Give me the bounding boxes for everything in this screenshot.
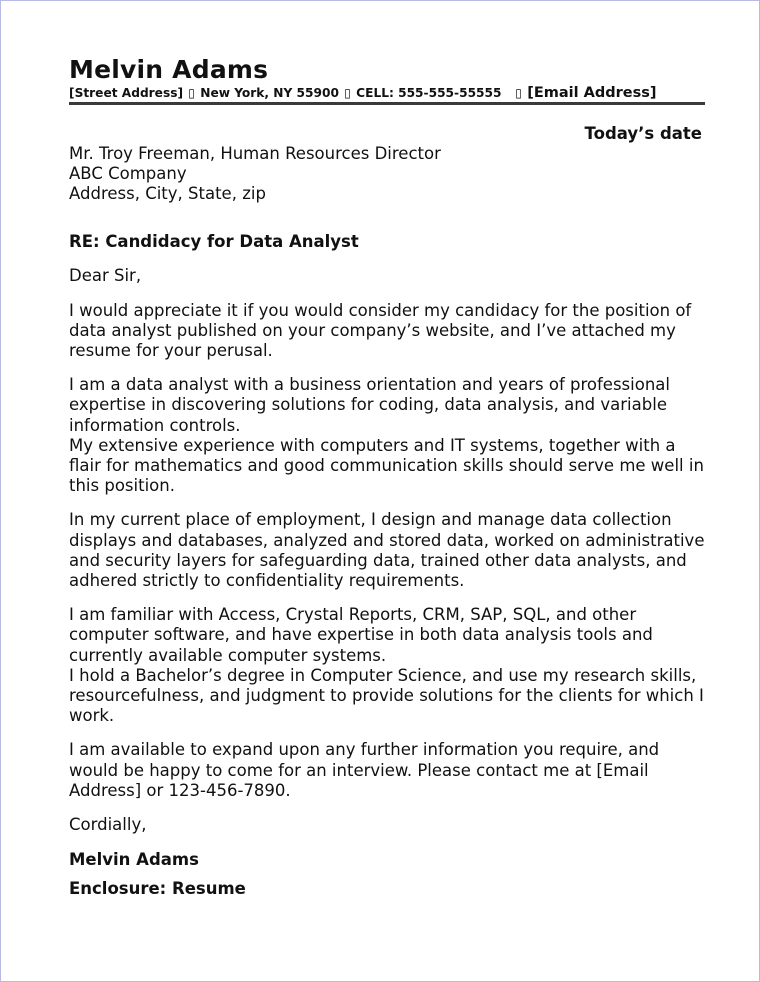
enclosure-note: Enclosure: Resume (69, 879, 246, 899)
body-paragraph: In my current place of employment, I design and manage data collection displays and databases, analyzed and stored data, worked on administrative and security layers for safeguarding data, trained other data analysts, and adhered strictly to confidentiality requirements. (69, 510, 705, 590)
letter-body (69, 144, 709, 900)
letter-date: Today’s date (584, 124, 702, 143)
body-paragraph: I am a data analyst with a business orientation and years of professional expertise in discovering solutions for coding, data analysis, and variable information controls. My extensive experience with computers and IT systems, together with a flair for mathematics and good communication skills should serve me well in this position. (69, 375, 704, 496)
recipient-address: Address, City, State, zip (69, 184, 266, 204)
signature-name: Melvin Adams (69, 850, 199, 870)
separator-icon: ▯ (515, 86, 522, 100)
recipient-company: ABC Company (69, 164, 187, 184)
recipient-name: Mr. Troy Freeman, Human Resources Director (69, 144, 441, 163)
paragraphs (69, 301, 709, 801)
email-address: [Email Address] (527, 85, 657, 101)
body-paragraph: I am available to expand upon any further information you require, and would be happy to come for an interview. Please contact me at [Email Address] or 123-456-7890. (69, 740, 660, 800)
contact-line (69, 85, 656, 101)
city-state-zip: New York, NY 55900 (200, 86, 339, 100)
street-address: [Street Address] (69, 86, 184, 100)
sender-name: Melvin Adams (69, 55, 269, 84)
body-paragraph: I would appreciate it if you would consider my candidacy for the position of data analyst published on your company’s website, and I’ve attached my resume for your perusal. (69, 300, 692, 360)
recipient-block (69, 144, 709, 205)
separator-icon: ▯ (344, 86, 351, 100)
cell-phone: CELL: 555-555-55555 (356, 86, 502, 100)
body-paragraph: I am familiar with Access, Crystal Reports, CRM, SAP, SQL, and other computer software, and have expertise in both data analysis tools and currently available computer systems. I hold a Bachelor’s degree in Computer Science, and use my research skills, resourcefulness, and judgment to provide solutions for the clients for which I work. (69, 605, 704, 726)
subject-line: RE: Candidacy for Data Analyst (69, 232, 359, 252)
header-divider (69, 102, 705, 105)
separator-icon: ▯ (188, 86, 195, 100)
salutation: Dear Sir, (69, 266, 142, 286)
closing: Cordially, (69, 814, 147, 834)
